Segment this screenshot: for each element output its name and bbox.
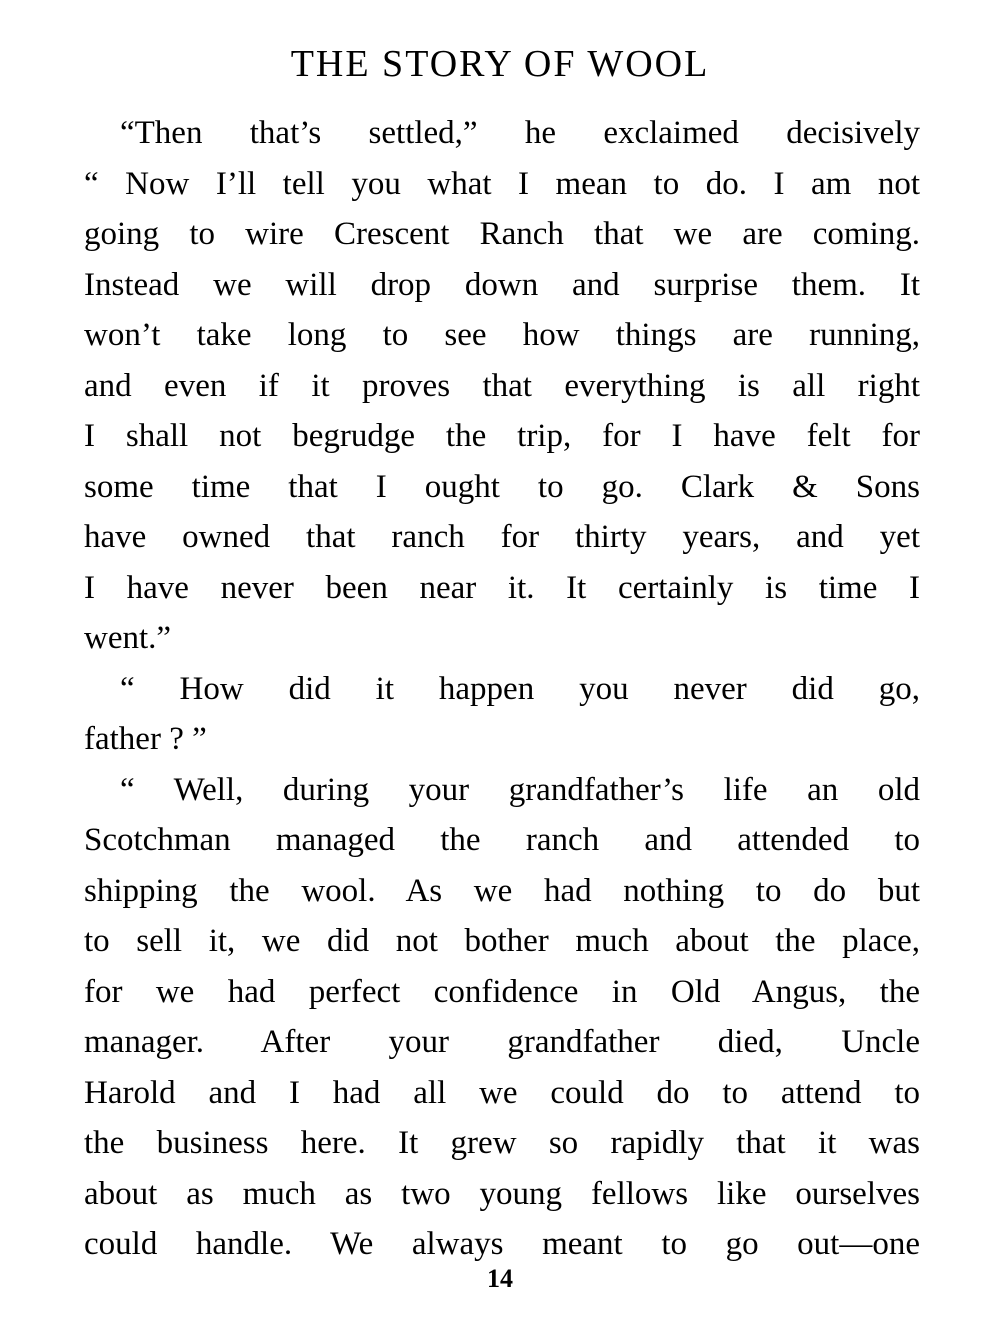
text-line: and even if it proves that everything is all right <box>84 367 920 404</box>
text-line: “ How did it happen you never did go, <box>120 670 920 707</box>
body-text <box>84 108 920 1270</box>
text-line: “Then that’s settled,” he exclaimed decisively <box>120 115 920 151</box>
text-line: “ Now I’ll tell you what I mean to do. I am not <box>84 165 920 202</box>
text-line: Scotchman managed the ranch and attended to <box>84 822 920 858</box>
paragraph-1 <box>84 108 920 664</box>
text-line: could handle. We always meant to go out—one <box>84 1226 920 1262</box>
page-number: 14 <box>487 1264 513 1293</box>
text-line: went.” <box>84 620 172 656</box>
text-line: manager. After your grandfather died, Uncle <box>84 1024 920 1060</box>
text-line: Instead we will drop down and surprise them. It <box>84 266 920 303</box>
text-line: shipping the wool. As we had nothing to do but <box>84 872 920 909</box>
paragraph-2 <box>84 664 920 765</box>
text-line: for we had perfect confidence in Old Angus, the <box>84 973 920 1010</box>
text-line: I have never been near it. It certainly is time I <box>84 569 920 606</box>
text-line: the business here. It grew so rapidly that it was <box>84 1125 920 1161</box>
text-line: father ? ” <box>84 721 207 757</box>
text-line: going to wire Crescent Ranch that we are coming. <box>84 216 920 252</box>
text-line: Harold and I had all we could do to attend to <box>84 1074 920 1111</box>
text-line: to sell it, we did not bother much about the place, <box>84 923 920 959</box>
text-line: won’t take long to see how things are running, <box>84 317 920 353</box>
text-line: “ Well, during your grandfather’s life an old <box>120 771 920 808</box>
text-line: have owned that ranch for thirty years, and yet <box>84 519 920 555</box>
text-line: about as much as two young fellows like ourselves <box>84 1175 920 1212</box>
text-line: some time that I ought to go. Clark & Sons <box>84 468 920 505</box>
running-head: THE STORY OF WOOL <box>290 43 710 85</box>
paragraph-3 <box>84 765 920 1270</box>
text-line: I shall not begrudge the trip, for I have felt for <box>84 418 920 454</box>
